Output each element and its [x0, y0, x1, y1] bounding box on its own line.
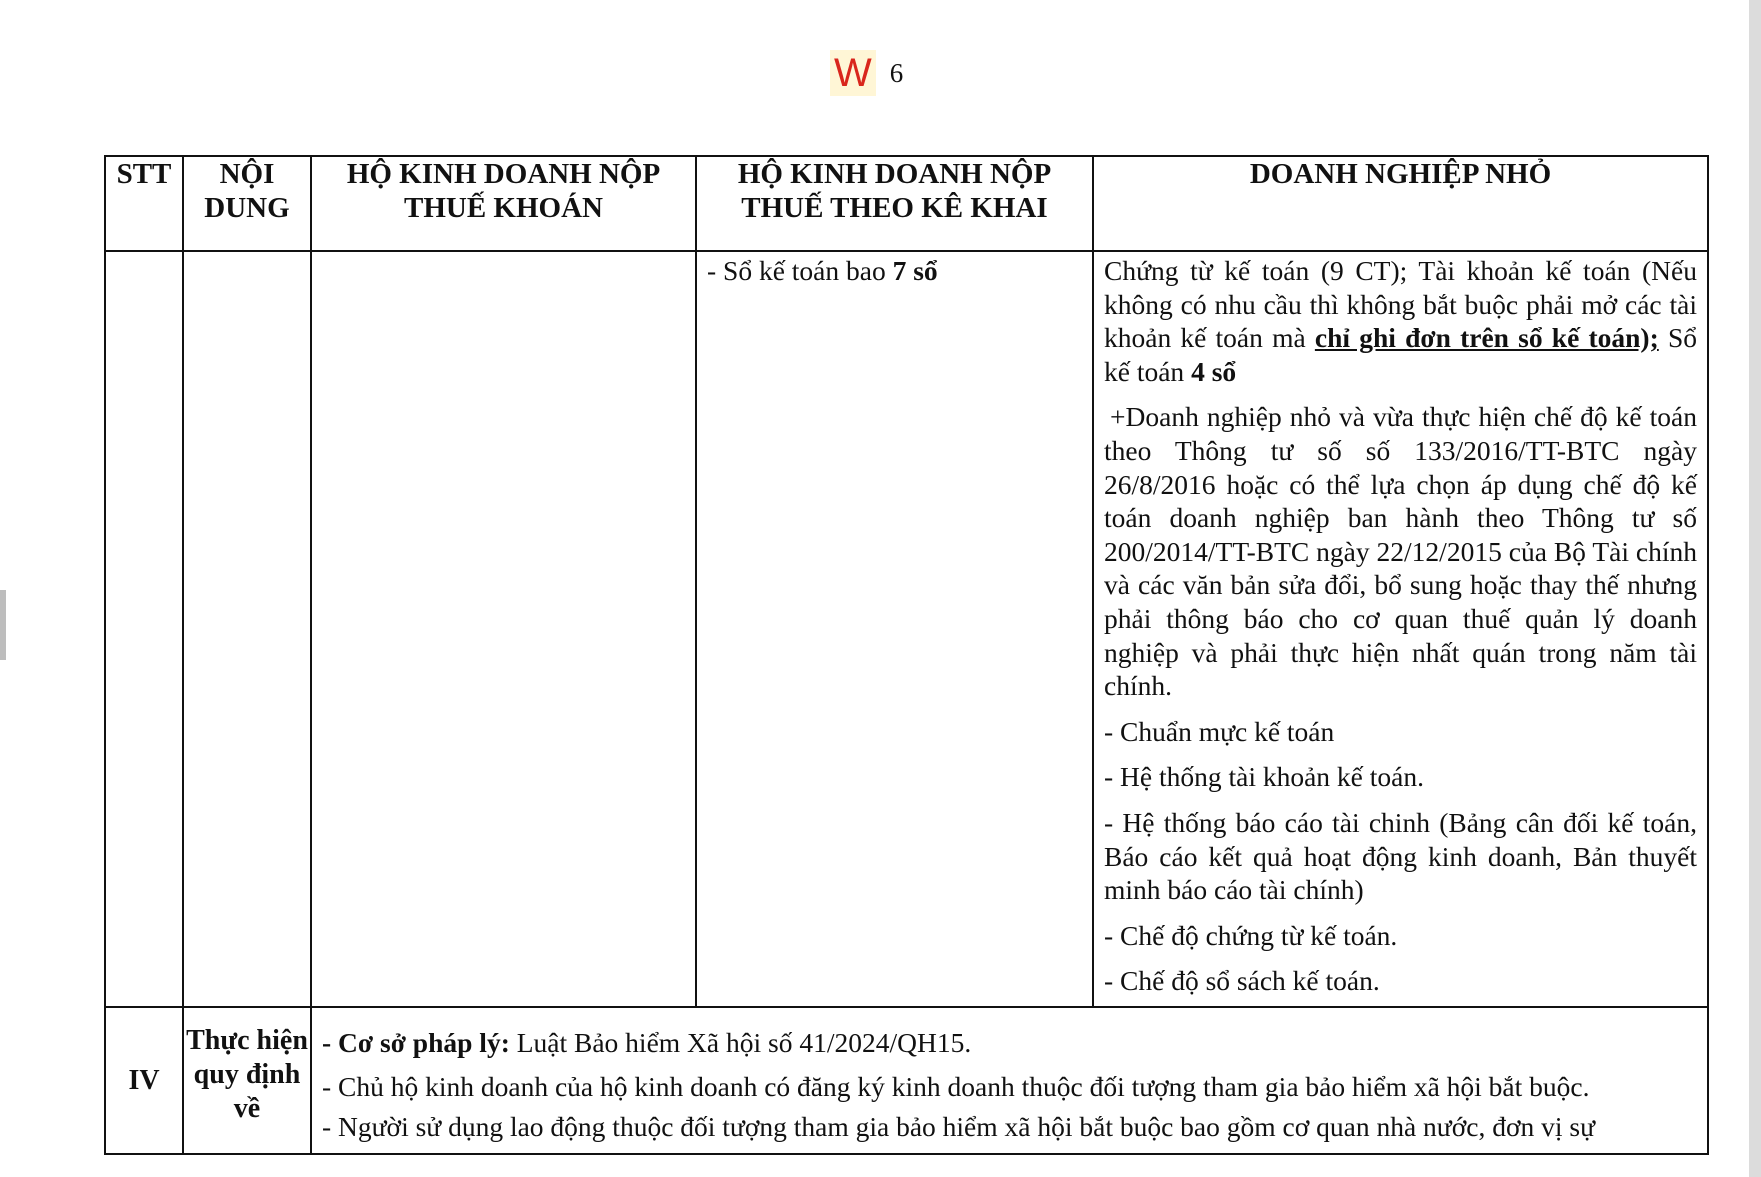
iv-line-2: - Chủ hộ kinh doanh của hộ kinh doanh có đăng ký kinh doanh thuộc đối tượng tham gia bảo hiểm xã hội bắt buộc.: [322, 1071, 1590, 1102]
dn-item: - Hệ thống tài khoản kế toán.: [1104, 761, 1424, 793]
table-row-iv: [105, 1007, 1708, 1154]
dn-p1-underline: chỉ ghi đơn trên sổ kế toán);: [1314, 322, 1659, 354]
dn-paragraph-1: [1104, 254, 1697, 388]
page-header: [830, 50, 903, 96]
cell-stt: [105, 251, 183, 1007]
iv-line-3: - Người sử dụng lao động thuộc đối tượng tham gia bảo hiểm xã hội bắt buộc bao gồm cơ quan nhà nước, đơn vị sự: [322, 1111, 1596, 1142]
dn-content: [1094, 252, 1707, 998]
cell-noi-dung-iv: Thực hiện quy định về: [183, 1007, 311, 1154]
iv-legal-basis: [322, 1026, 1697, 1060]
dn-p1-b: Sổ kế toán: [1104, 322, 1697, 387]
ke-khai-prefix: - Sổ kế toán bao: [707, 255, 893, 286]
comparison-table: [104, 155, 1709, 1155]
cell-doanh-nghiep: [1093, 251, 1708, 1007]
cell-noi-dung: [183, 251, 311, 1007]
dn-item: - Chế độ sổ sách kế toán.: [1104, 965, 1380, 997]
dn-item: - Hệ thống báo cáo tài chinh (Bảng cân đối kế toán, Báo cáo kết quả hoạt động kinh doanh, Bản thuyết minh báo cáo tài chính): [1104, 806, 1697, 906]
table-row: [105, 251, 1708, 1007]
page-number: 6: [889, 58, 904, 88]
page-edge-left: [0, 590, 6, 660]
iv-legal-label: - Cơ sở pháp lý:: [322, 1027, 510, 1058]
header-noi-dung: NỘI DUNG: [183, 156, 311, 251]
table-header-row: [105, 156, 1708, 251]
page-edge-right: [1749, 0, 1761, 1177]
dn-item: - Chế độ chứng từ kế toán.: [1104, 919, 1398, 951]
header-doanh-nghiep-nho: DOANH NGHIỆP NHỎ: [1093, 156, 1708, 251]
word-logo-icon: W: [830, 50, 876, 96]
cell-thue-khoan: [311, 251, 696, 1007]
dn-p1-bold: 4 sổ: [1191, 355, 1237, 387]
ke-khai-text: [697, 252, 1092, 288]
header-stt: STT: [105, 156, 183, 251]
dn-item: - Chuẩn mực kế toán: [1104, 715, 1335, 747]
cell-ke-khai: [696, 251, 1093, 1007]
cell-stt-iv: IV: [105, 1007, 183, 1154]
header-ho-kd-ke-khai: HỘ KINH DOANH NỘP THUẾ THEO KÊ KHAI: [696, 156, 1093, 251]
dn-paragraph-2: +Doanh nghiệp nhỏ và vừa thực hiện chế độ kế toán theo Thông tư số số 133/2016/TT-BTC ngày 26/8/2016 hoặc có thể lựa chọn áp dụng chế độ kế toán doanh nghiệp ban hành theo Thông tư số 200/2014/TT-BTC ngày 22/12/2015 của Bộ Tài chính và các văn bản sửa đổi, bổ sung hoặc thay thế nhưng phải thông báo cho cơ quan thuế quản lý doanh nghiệp và phải thực hiện nhất quán trong năm tài chính.: [1104, 401, 1697, 702]
ke-khai-bold: 7 sổ: [892, 255, 938, 286]
iv-content: [312, 1008, 1707, 1144]
header-ho-kd-thue-khoan: HỘ KINH DOANH NỘP THUẾ KHOÁN: [311, 156, 696, 251]
iv-legal-text: Luật Bảo hiểm Xã hội số 41/2024/QH15.: [509, 1027, 972, 1058]
cell-iv-merged: [311, 1007, 1708, 1154]
dn-p1-a: Chứng từ kế toán (9 CT); Tài khoản kế toán (Nếu không có nhu cầu thì không bắt buộc phải mở các tài khoản kế toán mà: [1104, 255, 1697, 354]
